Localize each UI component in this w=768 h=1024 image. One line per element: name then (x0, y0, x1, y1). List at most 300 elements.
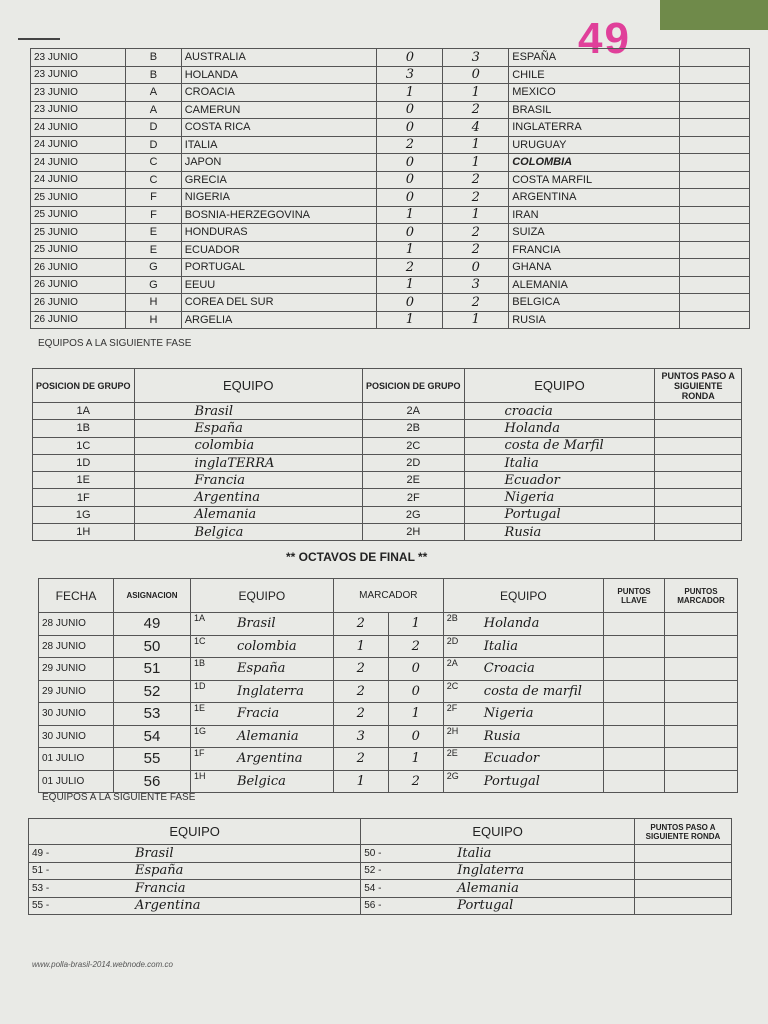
group-position: 1E (33, 472, 135, 489)
match-number: 56 (114, 770, 191, 793)
team-name: Rusia (464, 524, 655, 541)
team-name: España (95, 862, 361, 880)
away-score: 4 (443, 119, 509, 137)
points-cell (679, 101, 749, 119)
table-row (31, 154, 750, 172)
points-cell (679, 154, 749, 172)
away-score: 2 (443, 101, 509, 119)
points-score-cell (665, 613, 738, 636)
table-row (39, 658, 738, 681)
group-position: 1F (33, 489, 135, 506)
home-team: COREA DEL SUR (181, 294, 377, 312)
team-name: Ecuador (464, 472, 655, 489)
pos2-header: POSICION DE GRUPO (363, 369, 465, 403)
table-row (31, 119, 750, 137)
slot-key: 2H (443, 725, 472, 748)
slot-key: 2G (443, 770, 472, 793)
away-team: GHANA (509, 259, 680, 277)
home-score: 0 (377, 101, 443, 119)
slot-key: 1D (191, 680, 220, 703)
team-name: Francia (95, 880, 361, 898)
slot-key: 50 - (361, 845, 428, 863)
table-row (33, 489, 742, 506)
table-row (39, 635, 738, 658)
home-team: HONDURAS (181, 224, 377, 242)
table-row (39, 703, 738, 726)
away-score: 1 (388, 703, 443, 726)
top-rule (18, 38, 60, 40)
group-position: 2F (363, 489, 465, 506)
home-score: 0 (377, 189, 443, 207)
away-team: INGLATERRA (509, 119, 680, 137)
table-row (31, 241, 750, 259)
match-group: D (126, 119, 181, 137)
home-score: 0 (377, 154, 443, 172)
away-score: 0 (388, 680, 443, 703)
away-team: MEXICO (509, 84, 680, 102)
home-team: COSTA RICA (181, 119, 377, 137)
table-row (31, 259, 750, 277)
away-score: 1 (443, 206, 509, 224)
match-group: G (126, 276, 181, 294)
points-cell (679, 241, 749, 259)
points-cell (635, 862, 732, 880)
match-date: 25 JUNIO (31, 241, 126, 259)
away-team: CHILE (509, 66, 680, 84)
match-group: C (126, 154, 181, 172)
team-name: Inglaterra (427, 862, 634, 880)
match-date: 29 JUNIO (39, 658, 114, 681)
points-cell (679, 66, 749, 84)
away-score: 0 (443, 259, 509, 277)
slot-key: 55 - (29, 897, 96, 915)
away-score: 1 (443, 136, 509, 154)
slot-key: 2E (443, 748, 472, 771)
table-row (31, 311, 750, 329)
slot-key: 1E (191, 703, 220, 726)
next-phase-label: EQUIPOS A LA SIGUIENTE FASE (38, 338, 192, 349)
home-team: CAMERUN (181, 101, 377, 119)
match-date: 28 JUNIO (39, 613, 114, 636)
slot-key: 2A (443, 658, 472, 681)
table-row (33, 472, 742, 489)
table-row (33, 454, 742, 471)
team-name: Argentina (134, 489, 363, 506)
match-number: 53 (114, 703, 191, 726)
home-score: 2 (333, 703, 388, 726)
team-name: Argentina (95, 897, 361, 915)
slot-key: 1F (191, 748, 220, 771)
home-score: 3 (333, 725, 388, 748)
footer-url: www.polla-brasil-2014.webnode.com.co (32, 960, 173, 969)
points-cell (679, 294, 749, 312)
table-row (33, 420, 742, 437)
home-score: 2 (333, 613, 388, 636)
table-row (29, 897, 732, 915)
points-key-cell (604, 635, 665, 658)
team-name: Nigeria (472, 703, 604, 726)
table-row (31, 136, 750, 154)
table-row (31, 276, 750, 294)
pos-header: POSICION DE GRUPO (33, 369, 135, 403)
team2-header: EQUIPO (464, 369, 655, 403)
next-teams-table (28, 818, 732, 915)
match-date: 25 JUNIO (31, 224, 126, 242)
away-team: COSTA MARFIL (509, 171, 680, 189)
points-key-cell (604, 770, 665, 793)
points-cell (679, 276, 749, 294)
table-row (31, 101, 750, 119)
table-row (31, 224, 750, 242)
away-score: 2 (443, 171, 509, 189)
match-group: E (126, 224, 181, 242)
team-name: Portugal (464, 506, 655, 523)
match-date: 25 JUNIO (31, 189, 126, 207)
team-name: colombia (219, 635, 333, 658)
team-name: Belgica (134, 524, 363, 541)
away-team: BRASIL (509, 101, 680, 119)
points-cell (679, 189, 749, 207)
points-cell (679, 136, 749, 154)
away-team: RUSIA (509, 311, 680, 329)
table-row (39, 748, 738, 771)
away-score: 2 (443, 241, 509, 259)
points-key-cell (604, 613, 665, 636)
points-cell (679, 84, 749, 102)
match-date: 26 JUNIO (31, 259, 126, 277)
points-score-cell (665, 748, 738, 771)
home-score: 1 (377, 84, 443, 102)
match-group: F (126, 206, 181, 224)
match-group: C (126, 171, 181, 189)
points-score-cell (665, 725, 738, 748)
home-score: 2 (333, 680, 388, 703)
team-name: Holanda (464, 420, 655, 437)
match-group: E (126, 241, 181, 259)
table-row (39, 770, 738, 793)
home-team: ITALIA (181, 136, 377, 154)
team2-header: EQUIPO (443, 579, 603, 613)
table-row (33, 524, 742, 541)
points-cell (635, 880, 732, 898)
match-date: 01 JULIO (39, 770, 114, 793)
group-position: 2G (363, 506, 465, 523)
points-cell (655, 403, 742, 420)
points-score-header: PUNTOS MARCADOR (665, 579, 738, 613)
home-score: 2 (333, 748, 388, 771)
match-number: 55 (114, 748, 191, 771)
team-name: Italia (427, 845, 634, 863)
table-row (31, 206, 750, 224)
points-key-cell (604, 748, 665, 771)
slot-key: 1A (191, 613, 220, 636)
home-team: GRECIA (181, 171, 377, 189)
slot-key: 49 - (29, 845, 96, 863)
match-number: 49 (114, 613, 191, 636)
group-position: 1G (33, 506, 135, 523)
away-team: BELGICA (509, 294, 680, 312)
team-name: costa de Marfil (464, 437, 655, 454)
match-date: 24 JUNIO (31, 154, 126, 172)
away-score: 1 (388, 748, 443, 771)
match-group: H (126, 294, 181, 312)
home-score: 2 (377, 136, 443, 154)
points-key-cell (604, 703, 665, 726)
home-team: NIGERIA (181, 189, 377, 207)
home-team: BOSNIA-HERZEGOVINA (181, 206, 377, 224)
away-score: 0 (388, 658, 443, 681)
table-row (31, 49, 750, 67)
points-cell (655, 506, 742, 523)
match-date: 26 JUNIO (31, 294, 126, 312)
team-header: EQUIPO (134, 369, 363, 403)
table-row (39, 680, 738, 703)
table-row (33, 403, 742, 420)
page-number: 49 (578, 14, 631, 63)
match-date: 26 JUNIO (31, 276, 126, 294)
points-cell (635, 845, 732, 863)
group-position: 2C (363, 437, 465, 454)
match-group: G (126, 259, 181, 277)
away-score: 3 (443, 49, 509, 67)
points-cell (679, 171, 749, 189)
slot-key: 52 - (361, 862, 428, 880)
team-name: Belgica (219, 770, 333, 793)
match-date: 23 JUNIO (31, 84, 126, 102)
group-position: 2H (363, 524, 465, 541)
away-score: 2 (388, 770, 443, 793)
away-score: 1 (388, 613, 443, 636)
slot-key: 2C (443, 680, 472, 703)
home-score: 1 (333, 770, 388, 793)
home-score: 1 (333, 635, 388, 658)
match-date: 26 JUNIO (31, 311, 126, 329)
home-team: ARGELIA (181, 311, 377, 329)
points-score-cell (665, 703, 738, 726)
away-score: 0 (388, 725, 443, 748)
slot-key: 2D (443, 635, 472, 658)
positions-table (32, 368, 742, 541)
table-row (31, 84, 750, 102)
match-date: 24 JUNIO (31, 171, 126, 189)
home-team: ECUADOR (181, 241, 377, 259)
away-score: 1 (443, 84, 509, 102)
next-phase-label-2: EQUIPOS A LA SIGUIENTE FASE (42, 792, 196, 803)
home-team: CROACIA (181, 84, 377, 102)
team2-header: EQUIPO (361, 819, 635, 845)
away-team: ALEMANIA (509, 276, 680, 294)
match-group: D (126, 136, 181, 154)
points-cell (679, 259, 749, 277)
home-score: 2 (377, 259, 443, 277)
slot-key: 1H (191, 770, 220, 793)
points-cell (679, 119, 749, 137)
team-name: Inglaterra (219, 680, 333, 703)
table-row (31, 66, 750, 84)
points-cell (655, 472, 742, 489)
points-key-header: PUNTOS LLAVE (604, 579, 665, 613)
group-position: 2D (363, 454, 465, 471)
match-group: F (126, 189, 181, 207)
away-score: 2 (443, 294, 509, 312)
home-team: JAPON (181, 154, 377, 172)
table-row (39, 613, 738, 636)
match-date: 30 JUNIO (39, 703, 114, 726)
team-name: costa de marfil (472, 680, 604, 703)
match-date: 23 JUNIO (31, 101, 126, 119)
team-name: croacia (464, 403, 655, 420)
slot-key: 53 - (29, 880, 96, 898)
away-team: IRAN (509, 206, 680, 224)
away-score: 1 (443, 311, 509, 329)
points-key-cell (604, 680, 665, 703)
match-date: 23 JUNIO (31, 49, 126, 67)
away-score: 2 (443, 189, 509, 207)
background-edge (660, 0, 768, 30)
team-name: Croacia (472, 658, 604, 681)
team-name: Italia (464, 454, 655, 471)
points-cell (635, 897, 732, 915)
points-cell (679, 206, 749, 224)
home-score: 0 (377, 49, 443, 67)
match-group: H (126, 311, 181, 329)
away-team: FRANCIA (509, 241, 680, 259)
match-group: A (126, 101, 181, 119)
team-name: Rusia (472, 725, 604, 748)
team-name: colombia (134, 437, 363, 454)
group-position: 1A (33, 403, 135, 420)
group-position: 1D (33, 454, 135, 471)
points-cell (679, 49, 749, 67)
home-score: 0 (377, 171, 443, 189)
table-row (33, 506, 742, 523)
away-score: 3 (443, 276, 509, 294)
points-header: PUNTOS PASO A SIGUIENTE RONDA (635, 819, 732, 845)
home-team: EEUU (181, 276, 377, 294)
team-name: Francia (134, 472, 363, 489)
points-score-cell (665, 770, 738, 793)
match-date: 23 JUNIO (31, 66, 126, 84)
team-name: España (134, 420, 363, 437)
home-team: HOLANDA (181, 66, 377, 84)
team-name: Argentina (219, 748, 333, 771)
match-group: A (126, 84, 181, 102)
home-score: 2 (333, 658, 388, 681)
points-cell (655, 420, 742, 437)
match-date: 25 JUNIO (31, 206, 126, 224)
match-date: 24 JUNIO (31, 136, 126, 154)
points-cell (679, 311, 749, 329)
table-row (29, 845, 732, 863)
slot-key: 2B (443, 613, 472, 636)
group-position: 2A (363, 403, 465, 420)
match-number: 54 (114, 725, 191, 748)
table-row (39, 725, 738, 748)
group-position: 2B (363, 420, 465, 437)
date-header: FECHA (39, 579, 114, 613)
points-cell (655, 437, 742, 454)
team-name: Nigeria (464, 489, 655, 506)
table-row (31, 189, 750, 207)
team-name: Alemania (134, 506, 363, 523)
home-score: 1 (377, 206, 443, 224)
table-row (29, 880, 732, 898)
team-name: Italia (472, 635, 604, 658)
match-date: 29 JUNIO (39, 680, 114, 703)
away-team: ARGENTINA (509, 189, 680, 207)
points-key-cell (604, 658, 665, 681)
away-score: 2 (443, 224, 509, 242)
team-name: Portugal (427, 897, 634, 915)
home-score: 1 (377, 311, 443, 329)
team-name: Brasil (219, 613, 333, 636)
table-row (29, 862, 732, 880)
away-score: 0 (443, 66, 509, 84)
match-date: 28 JUNIO (39, 635, 114, 658)
match-group: B (126, 66, 181, 84)
team-name: Brasil (134, 403, 363, 420)
points-cell (679, 224, 749, 242)
away-team: SUIZA (509, 224, 680, 242)
group-matches-table (30, 48, 750, 329)
points-score-cell (665, 635, 738, 658)
team-header: EQUIPO (29, 819, 361, 845)
slot-key: 1C (191, 635, 220, 658)
slot-key: 2F (443, 703, 472, 726)
team-name: Portugal (472, 770, 604, 793)
points-cell (655, 489, 742, 506)
slot-key: 1B (191, 658, 220, 681)
home-score: 3 (377, 66, 443, 84)
octavos-title: ** OCTAVOS DE FINAL ** (286, 550, 428, 564)
group-position: 1B (33, 420, 135, 437)
home-score: 0 (377, 224, 443, 242)
points-header: PUNTOS PASO A SIGUIENTE RONDA (655, 369, 742, 403)
match-date: 01 JULIO (39, 748, 114, 771)
group-position: 2E (363, 472, 465, 489)
away-score: 2 (388, 635, 443, 658)
team-name: Alemania (427, 880, 634, 898)
points-cell (655, 454, 742, 471)
team-name: inglaTERRA (134, 454, 363, 471)
points-score-cell (665, 658, 738, 681)
home-score: 1 (377, 276, 443, 294)
team-name: Ecuador (472, 748, 604, 771)
points-cell (655, 524, 742, 541)
home-score: 0 (377, 119, 443, 137)
group-position: 1C (33, 437, 135, 454)
points-key-cell (604, 725, 665, 748)
team-name: Alemania (219, 725, 333, 748)
match-date: 30 JUNIO (39, 725, 114, 748)
slot-key: 51 - (29, 862, 96, 880)
team-name: Fracia (219, 703, 333, 726)
table-row (31, 171, 750, 189)
table-row (31, 294, 750, 312)
away-team: ESPAÑA (509, 49, 680, 67)
home-score: 1 (377, 241, 443, 259)
team-name: Holanda (472, 613, 604, 636)
match-number: 51 (114, 658, 191, 681)
team-name: España (219, 658, 333, 681)
match-number: 50 (114, 635, 191, 658)
points-score-cell (665, 680, 738, 703)
match-number: 52 (114, 680, 191, 703)
slot-key: 56 - (361, 897, 428, 915)
match-group: B (126, 49, 181, 67)
group-position: 1H (33, 524, 135, 541)
slot-key: 1G (191, 725, 220, 748)
